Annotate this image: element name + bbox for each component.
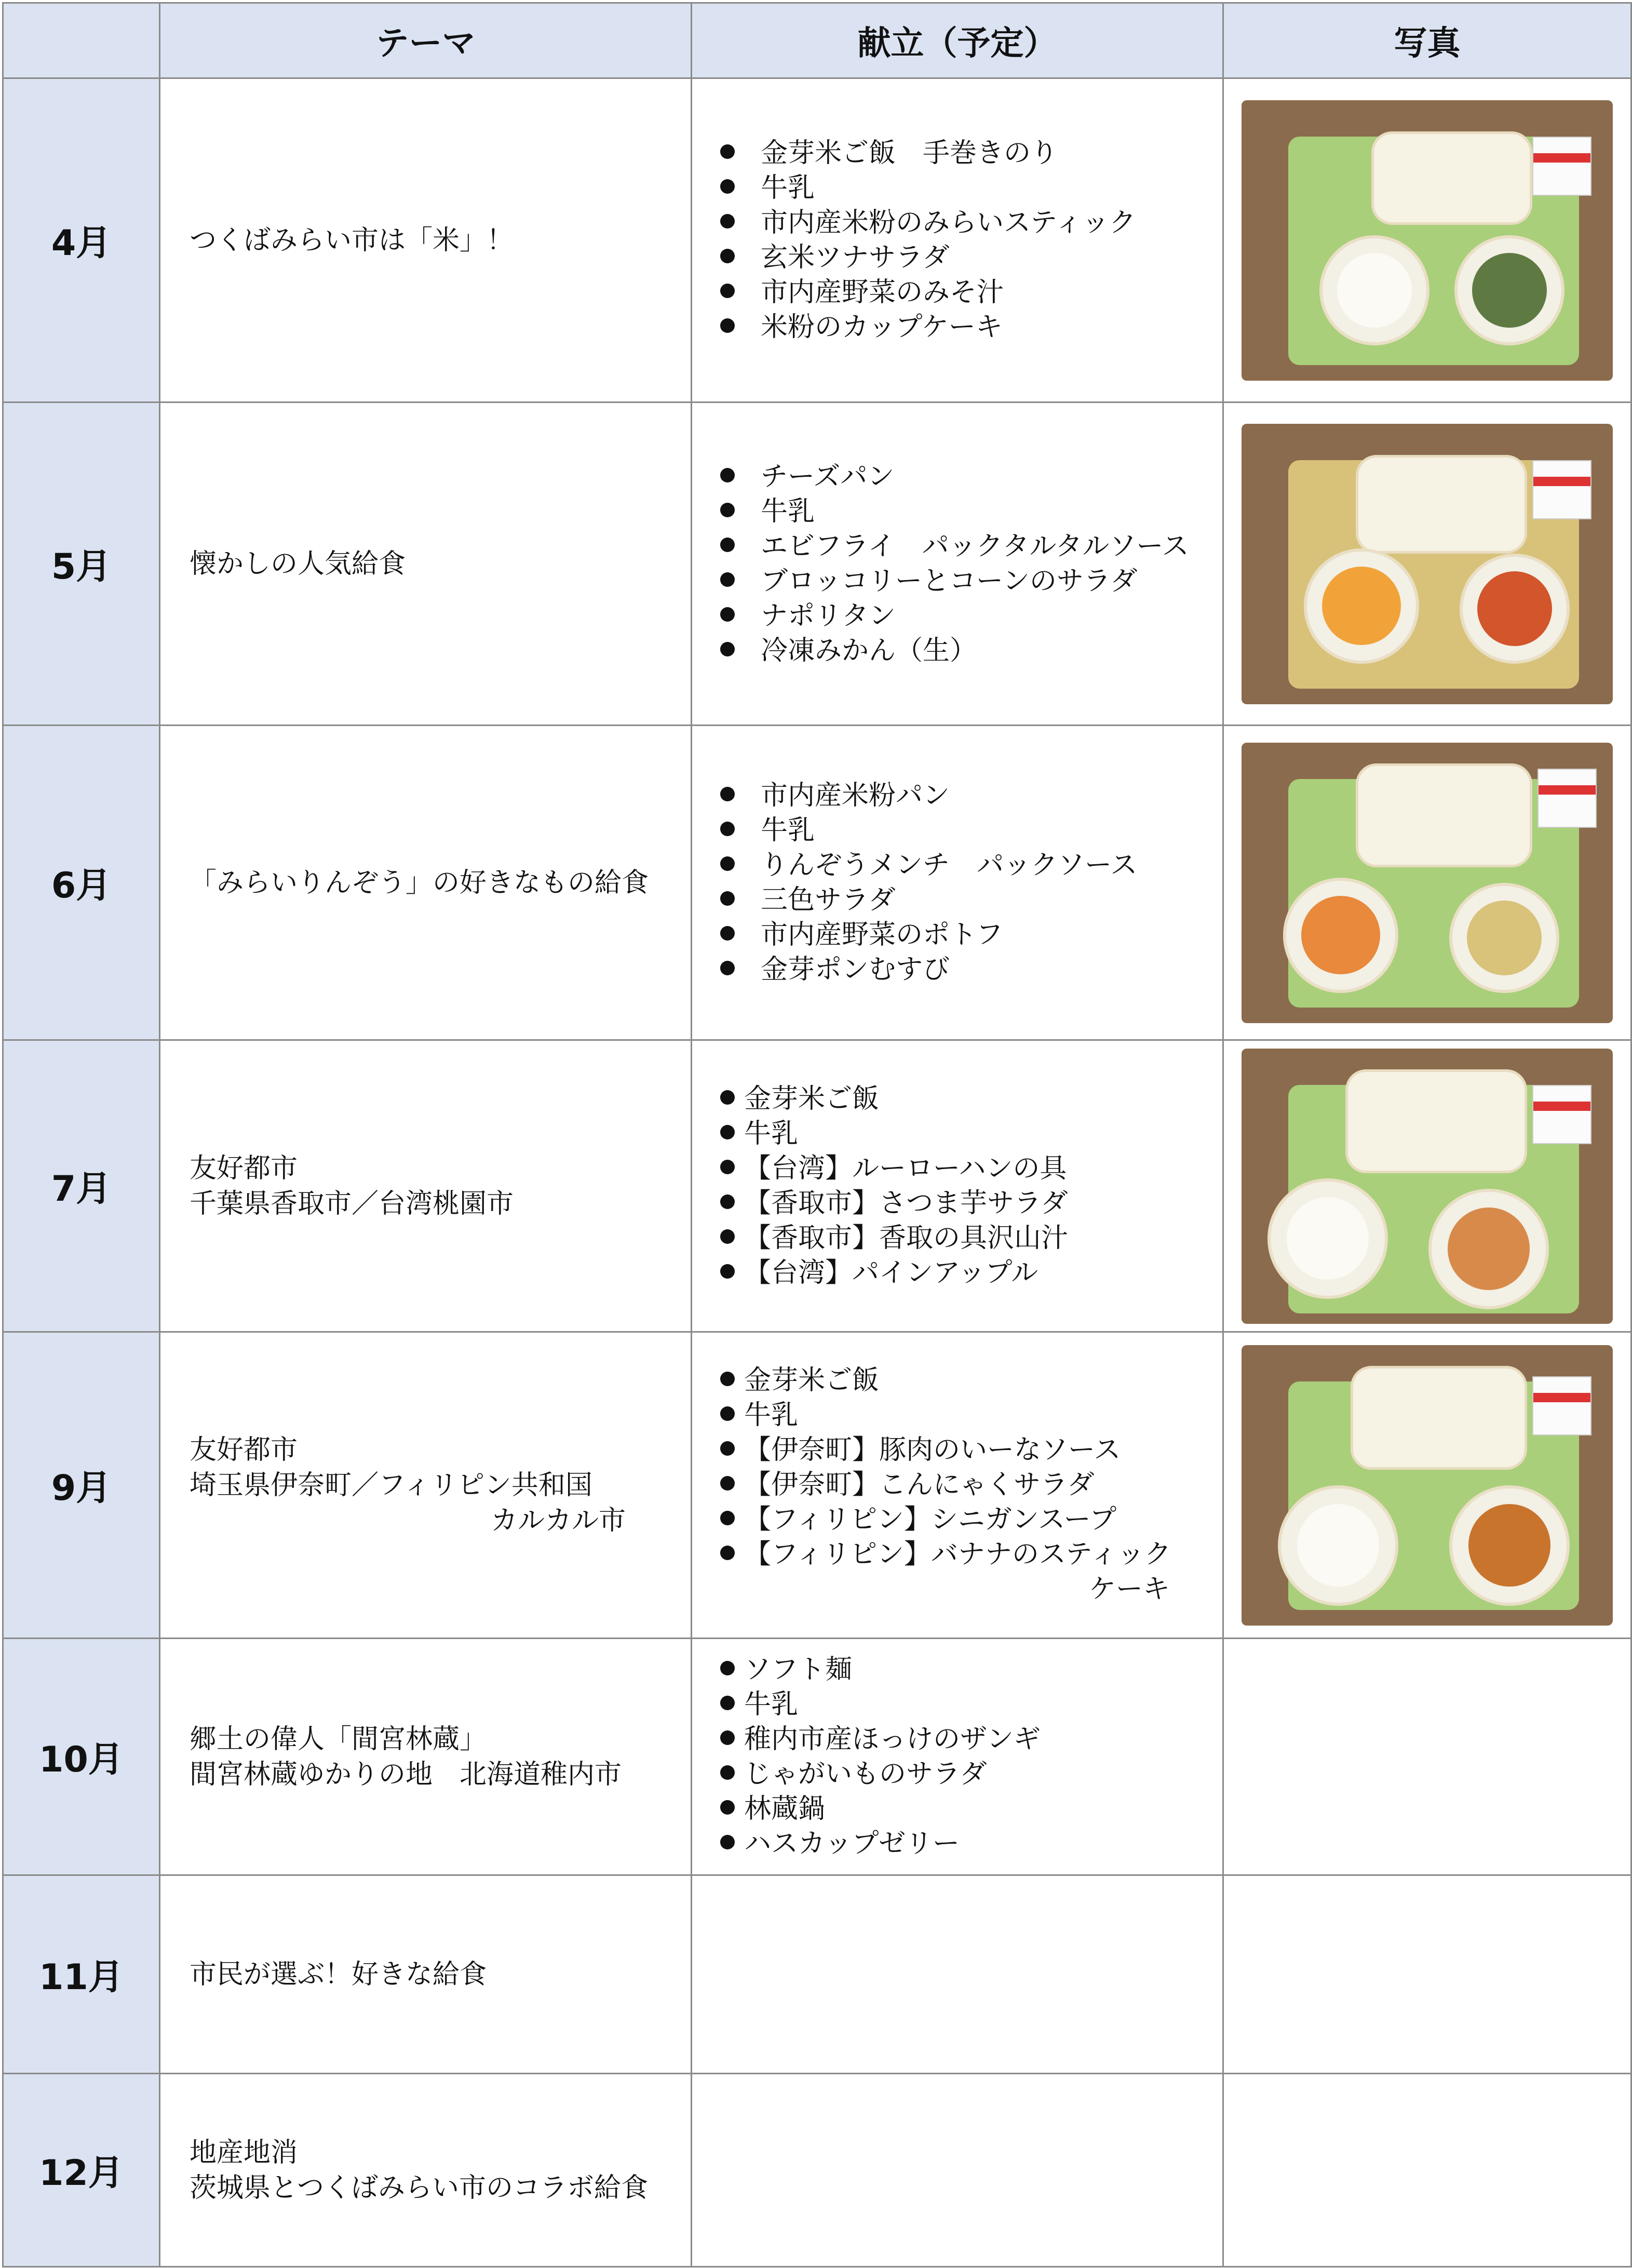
menu-item (720, 952, 1222, 987)
menu-item-label: 【フィリピン】シニガンスープ (744, 1504, 1117, 1535)
theme-cell (160, 1332, 692, 1639)
month-cell: 5月 (3, 402, 160, 726)
header-row (3, 3, 1631, 78)
menu-item-label: 林蔵鍋 (744, 1793, 826, 1824)
bullet-icon (720, 822, 735, 836)
bullet-icon (720, 214, 735, 229)
theme-cell (160, 402, 692, 726)
menu-item (720, 564, 1222, 599)
bullet-icon (720, 249, 735, 263)
bullet-icon (720, 1511, 735, 1525)
menu-item (720, 1653, 1222, 1687)
menu-item-label: 牛乳 (744, 1688, 799, 1720)
theme-line: 郷土の偉人「間宮林蔵」 (190, 1723, 487, 1755)
menu-item (720, 1186, 1222, 1221)
bullet-icon (720, 572, 735, 587)
theme-line: 埼玉県伊奈町／フィリピン共和国 (190, 1469, 592, 1501)
menu-item-label: 【伊奈町】豚肉のいーなソース (744, 1434, 1121, 1466)
table-row (3, 402, 1631, 726)
theme-cell (160, 2074, 692, 2267)
bullet-icon (720, 1160, 735, 1174)
bullet-icon (720, 538, 735, 552)
menu-item (720, 310, 1222, 345)
bullet-icon (720, 1441, 735, 1456)
menu-item (720, 1082, 1222, 1117)
menu-item-label: ナポリタン (761, 600, 896, 632)
menu-item-label: じゃがいものサラダ (744, 1758, 987, 1790)
header-photo: 写真 (1223, 3, 1631, 78)
menu-item-label: 金芽ポンむすび (761, 954, 950, 985)
menu-item-label: 市内産野菜のポトフ (761, 919, 1003, 950)
menu-item-label: 三色サラダ (761, 884, 896, 916)
bullet-icon (720, 1696, 735, 1710)
menu-item-label: 金芽米ご飯 手巻きのり (761, 137, 1058, 169)
photo-cell (1223, 1332, 1631, 1639)
menu-item-label: りんぞうメンチ パックソース (761, 849, 1138, 881)
bullet-icon (720, 961, 735, 975)
theme-cell (160, 78, 692, 402)
menu-item-label: 稚内市産ほっけのザンギ (744, 1723, 1041, 1755)
menu-item (720, 136, 1222, 171)
menu-item (720, 1827, 1222, 1861)
menu-item (720, 1757, 1222, 1792)
menu-item (720, 599, 1222, 634)
menu-item (720, 1502, 1222, 1537)
table-row (3, 1332, 1631, 1639)
menu-cell-empty (692, 1875, 1223, 2074)
menu-item (720, 883, 1222, 918)
menu-item (720, 813, 1222, 848)
bullet-icon (720, 607, 735, 622)
bullet-icon (720, 1800, 735, 1815)
menu-item (720, 494, 1222, 529)
theme-cell (160, 1040, 692, 1332)
menu-item-label: 市内産米粉パン (761, 780, 950, 811)
table-row (3, 1040, 1631, 1332)
menu-cell (692, 726, 1223, 1040)
school-lunch-photo (1242, 1049, 1613, 1324)
table-row (3, 1639, 1631, 1875)
table-row (3, 78, 1631, 402)
bullet-icon (720, 1264, 735, 1279)
month-cell: 12月 (3, 2074, 160, 2267)
menu-item (720, 529, 1222, 564)
bullet-icon (720, 179, 735, 194)
theme-line: つくばみらい市は「米」！ (190, 224, 514, 256)
bullet-icon (720, 1372, 735, 1386)
menu-item-label: 【フィリピン】バナナのスティック (744, 1539, 1171, 1570)
menu-cell (692, 402, 1223, 726)
bullet-icon (720, 926, 735, 941)
theme-cell (160, 726, 692, 1040)
menu-item-label: 金芽米ご飯 (744, 1365, 880, 1396)
table-row (3, 726, 1631, 1040)
photo-cell (1223, 78, 1631, 402)
menu-item-label: 牛乳 (761, 172, 815, 204)
header-menu: 献立（予定） (692, 3, 1223, 78)
month-cell: 10月 (3, 1639, 160, 1875)
bullet-icon (720, 1661, 735, 1675)
menu-item-label: 牛乳 (761, 814, 815, 846)
menu-item (720, 206, 1222, 240)
menu-item-label: 金芽米ご飯 (744, 1083, 880, 1115)
table-row (3, 2074, 1631, 2267)
menu-cell (692, 1639, 1223, 1875)
bullet-icon (720, 891, 735, 906)
month-cell: 7月 (3, 1040, 160, 1332)
menu-item (720, 1722, 1222, 1757)
header-theme: テーマ (160, 3, 692, 78)
menu-item (720, 275, 1222, 310)
bullet-icon (720, 503, 735, 517)
bullet-icon (720, 468, 735, 482)
menu-item (720, 1221, 1222, 1256)
menu-item (720, 1468, 1222, 1502)
month-cell: 11月 (3, 1875, 160, 2074)
bullet-icon (720, 1476, 735, 1491)
photo-cell-empty (1223, 1639, 1631, 1875)
school-lunch-photo (1242, 100, 1613, 381)
photo-cell (1223, 1040, 1631, 1332)
menu-item-label: 牛乳 (761, 495, 815, 527)
bullet-icon (720, 318, 735, 333)
menu-item-label: 米粉のカップケーキ (761, 311, 1003, 343)
theme-line: 茨城県とつくばみらい市のコラボ給食 (190, 2172, 648, 2204)
menu-item (720, 1687, 1222, 1722)
bullet-icon (720, 1835, 735, 1849)
menu-item-label: 【台湾】パインアップル (744, 1257, 1038, 1289)
bullet-icon (720, 1730, 735, 1745)
menu-item (720, 240, 1222, 275)
bullet-icon (720, 284, 735, 298)
menu-item (720, 1117, 1222, 1151)
bullet-icon (720, 1125, 735, 1139)
menu-item-label: 牛乳 (744, 1400, 799, 1431)
menu-item (720, 918, 1222, 952)
menu-item-label: ソフト麺 (744, 1654, 853, 1685)
menu-item-label: 【伊奈町】こんにゃくサラダ (744, 1469, 1095, 1500)
menu-item-label: 【香取市】香取の具沢山汁 (744, 1222, 1069, 1254)
month-cell: 6月 (3, 726, 160, 1040)
menu-item-label: ハスカップゼリー (744, 1828, 960, 1859)
bullet-icon (720, 1546, 735, 1560)
menu-item (720, 171, 1222, 206)
bullet-icon (720, 642, 735, 656)
menu-cell (692, 1040, 1223, 1332)
bullet-icon (720, 856, 735, 871)
menu-item (720, 1256, 1222, 1291)
theme-line: 市民が選ぶ！好きな給食 (190, 1958, 487, 1990)
menu-item (720, 848, 1222, 883)
table-row (3, 1875, 1631, 2074)
theme-line: 間宮林蔵ゆかりの地 北海道稚内市 (190, 1759, 622, 1790)
theme-line: カルカル市 (491, 1505, 626, 1536)
theme-line: 地産地消 (190, 2137, 298, 2168)
bullet-icon (720, 144, 735, 159)
bullet-icon (720, 1406, 735, 1421)
menu-item-label: エビフライ パックタルタルソース (761, 530, 1189, 562)
lunch-theme-table (2, 2, 1632, 2267)
menu-item (720, 1151, 1222, 1186)
header-blank (3, 3, 160, 78)
theme-line: 懐かしの人気給食 (190, 548, 406, 580)
photo-cell (1223, 402, 1631, 726)
menu-item-label: 玄米ツナサラダ (761, 241, 950, 273)
bullet-icon (720, 787, 735, 801)
bullet-icon (720, 1229, 735, 1244)
menu-cell-empty (692, 2074, 1223, 2267)
photo-cell-empty (1223, 2074, 1631, 2267)
menu-item-label: 【香取市】さつま芋サラダ (744, 1187, 1068, 1219)
photo-cell-empty (1223, 1875, 1631, 2074)
menu-item (720, 779, 1222, 813)
menu-item (720, 1363, 1222, 1398)
school-lunch-photo (1242, 743, 1613, 1023)
menu-item (720, 460, 1222, 494)
menu-item (720, 1398, 1222, 1433)
theme-line: 千葉県香取市／台湾桃園市 (190, 1188, 514, 1219)
menu-item-label: 市内産野菜のみそ汁 (761, 276, 1004, 308)
menu-item-label: チーズパン (761, 461, 895, 492)
school-lunch-photo (1242, 1345, 1613, 1626)
bullet-icon (720, 1090, 735, 1105)
menu-item-label: 【台湾】ルーローハンの具 (744, 1152, 1067, 1184)
theme-cell (160, 1639, 692, 1875)
menu-item (720, 634, 1222, 668)
menu-item-continuation: ケーキ (1089, 1574, 1170, 1605)
bullet-icon (720, 1765, 735, 1780)
theme-line: 友好都市 (190, 1434, 298, 1466)
menu-item-label: 市内産米粉のみらいスティック (761, 207, 1136, 238)
bullet-icon (720, 1195, 735, 1209)
theme-cell (160, 1875, 692, 2074)
menu-item-label: ブロッコリーとコーンのサラダ (761, 565, 1138, 597)
menu-cell (692, 78, 1223, 402)
menu-item (720, 1433, 1222, 1468)
menu-item-label: 冷凍みかん（生） (761, 635, 977, 666)
menu-item (720, 1537, 1222, 1572)
school-lunch-photo (1242, 424, 1613, 704)
menu-cell (692, 1332, 1223, 1639)
menu-item-label: 牛乳 (744, 1118, 799, 1149)
photo-cell (1223, 726, 1631, 1040)
month-cell: 4月 (3, 78, 160, 402)
menu-item (720, 1792, 1222, 1827)
month-cell: 9月 (3, 1332, 160, 1639)
theme-line: 「みらいりんぞう」の好きなもの給食 (190, 867, 649, 898)
theme-line: 友好都市 (190, 1152, 298, 1184)
